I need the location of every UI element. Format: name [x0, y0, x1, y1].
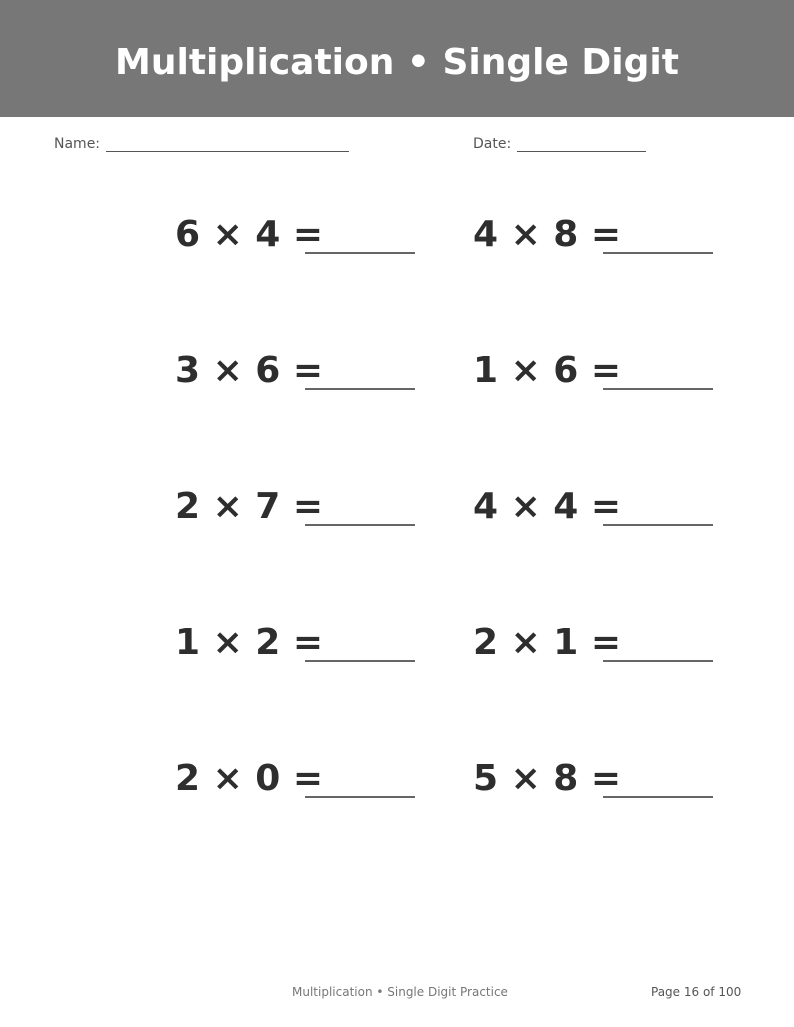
answer-line[interactable] — [603, 252, 713, 254]
answer-line[interactable] — [603, 524, 713, 526]
problem-expression: 1 × 6 = — [473, 350, 622, 391]
problem-right-5 — [473, 757, 713, 807]
answer-line[interactable] — [305, 660, 415, 662]
problem-expression: 5 × 8 = — [473, 758, 622, 799]
problem-expression: 2 × 7 = — [175, 486, 324, 527]
name-field-line[interactable] — [106, 151, 349, 152]
answer-line[interactable] — [603, 660, 713, 662]
problem-expression: 4 × 8 = — [473, 214, 622, 255]
answer-line[interactable] — [305, 796, 415, 798]
answer-line[interactable] — [603, 796, 713, 798]
problem-right-3 — [473, 485, 713, 535]
problem-left-3 — [175, 485, 415, 535]
problem-expression: 2 × 0 = — [175, 758, 324, 799]
problem-left-5 — [175, 757, 415, 807]
problem-right-2 — [473, 349, 713, 399]
problem-expression: 3 × 6 = — [175, 350, 324, 391]
answer-line[interactable] — [305, 252, 415, 254]
problem-left-1 — [175, 213, 415, 263]
problem-expression: 2 × 1 = — [473, 622, 622, 663]
problem-right-4 — [473, 621, 713, 671]
page-number: Page 16 of 100 — [651, 985, 742, 999]
problem-expression: 4 × 4 = — [473, 486, 622, 527]
date-label: Date: — [473, 136, 512, 152]
problem-left-2 — [175, 349, 415, 399]
problem-left-4 — [175, 621, 415, 671]
worksheet-title: Multiplication • Single Digit — [115, 42, 679, 83]
name-label: Name: — [54, 136, 101, 152]
answer-line[interactable] — [603, 388, 713, 390]
problem-right-1 — [473, 213, 713, 263]
footer-caption: Multiplication • Single Digit Practice — [292, 985, 508, 999]
answer-line[interactable] — [305, 524, 415, 526]
problem-expression: 6 × 4 = — [175, 214, 324, 255]
answer-line[interactable] — [305, 388, 415, 390]
date-field-line[interactable] — [517, 151, 646, 152]
problem-expression: 1 × 2 = — [175, 622, 324, 663]
header-banner — [0, 0, 794, 117]
